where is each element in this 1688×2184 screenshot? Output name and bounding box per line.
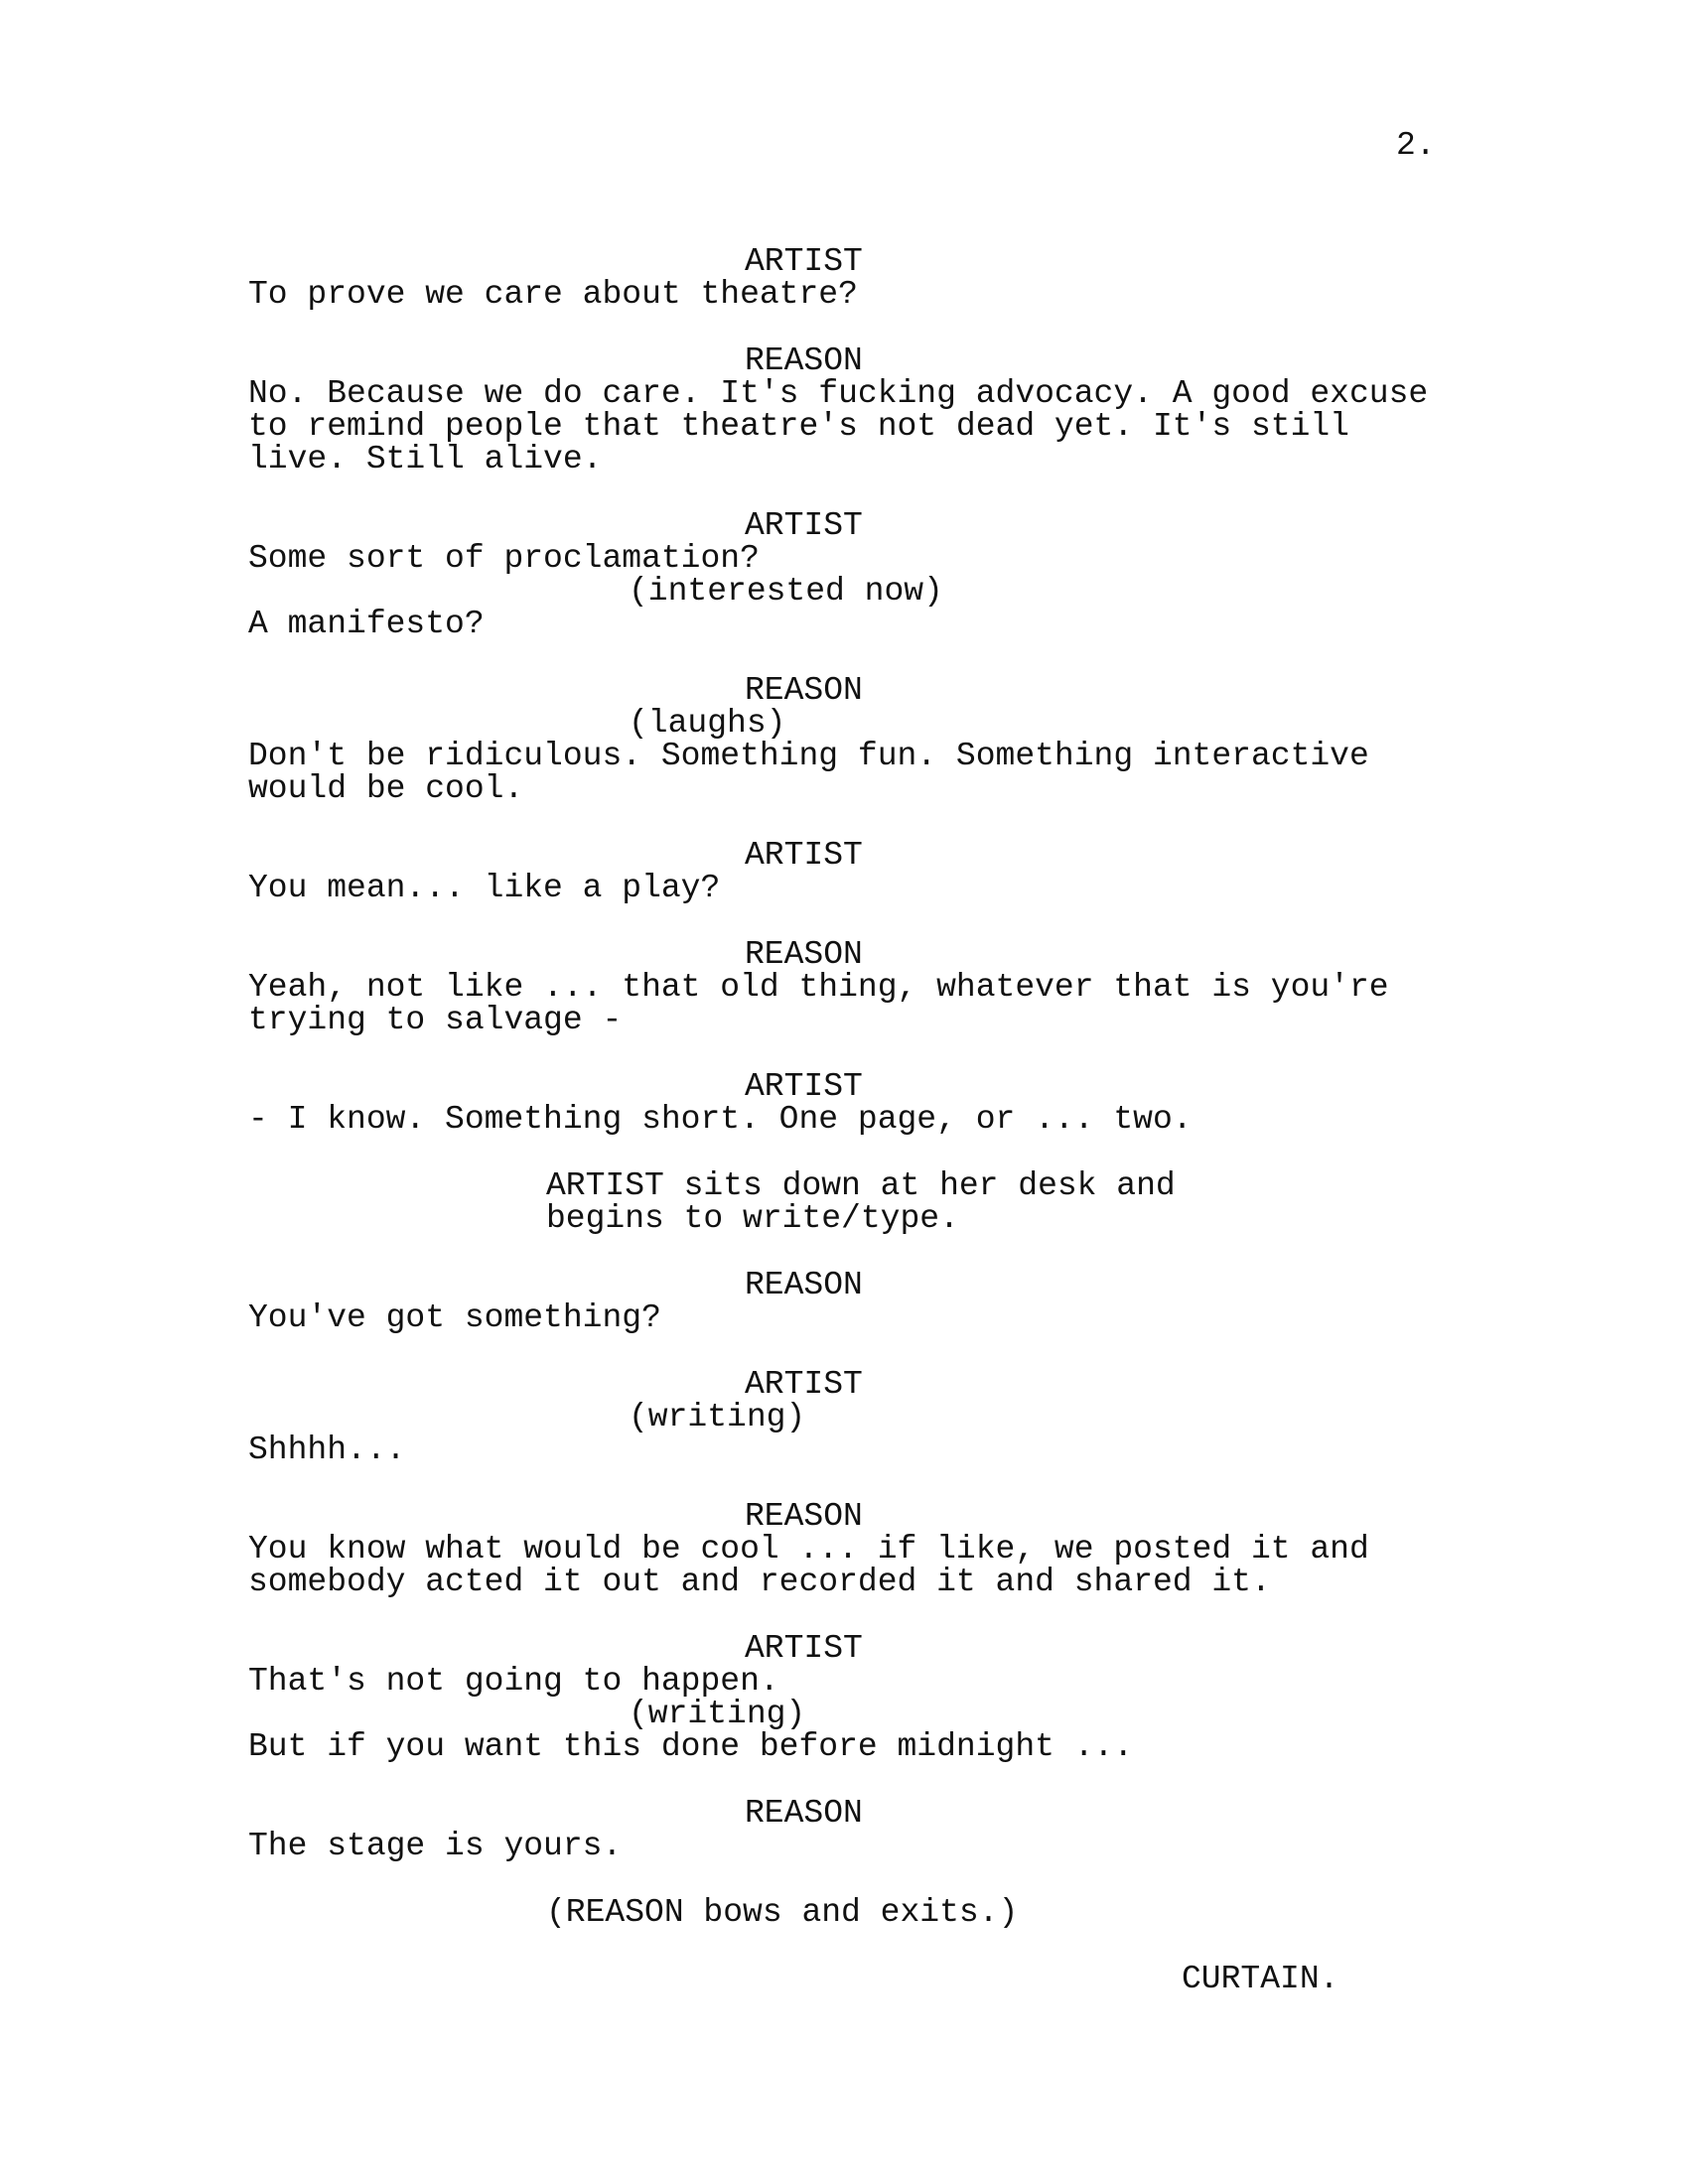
parenthetical: (laughs) — [629, 705, 786, 742]
character-cue: ARTIST — [745, 507, 863, 544]
dialogue-line: The stage is yours. — [248, 1828, 623, 1864]
dialogue-line: to remind people that theatre's not dead yet. It's still — [248, 408, 1349, 445]
character-cue: REASON — [745, 672, 863, 709]
action-line: ARTIST sits down at her desk and — [546, 1167, 1176, 1204]
dialogue-line: You mean... like a play? — [248, 870, 721, 906]
action-line: (REASON bows and exits.) — [546, 1894, 1019, 1931]
character-cue: ARTIST — [745, 1068, 863, 1105]
dialogue-line: Some sort of proclamation? — [248, 540, 760, 577]
character-cue: ARTIST — [745, 1630, 863, 1667]
parenthetical: (writing) — [629, 1399, 806, 1435]
transition: CURTAIN. — [1182, 1961, 1339, 1997]
dialogue-line: Yeah, not like ... that old thing, whatever that is you're — [248, 969, 1389, 1006]
dialogue-line: Shhhh... — [248, 1432, 406, 1468]
dialogue-line: To prove we care about theatre? — [248, 276, 858, 313]
dialogue-line: Don't be ridiculous. Something fun. Something interactive — [248, 738, 1369, 774]
dialogue-line: That's not going to happen. — [248, 1663, 779, 1700]
action-line: begins to write/type. — [546, 1200, 959, 1237]
parenthetical: (interested now) — [629, 573, 943, 610]
dialogue-line: A manifesto? — [248, 606, 485, 642]
dialogue-line: You've got something? — [248, 1299, 661, 1336]
dialogue-line: - I know. Something short. One page, or ... two. — [248, 1101, 1193, 1138]
character-cue: ARTIST — [745, 837, 863, 874]
character-cue: REASON — [745, 936, 863, 973]
dialogue-line: trying to salvage - — [248, 1002, 623, 1038]
dialogue-line: You know what would be cool ... if like, we posted it and — [248, 1531, 1369, 1568]
page-number: 2. — [1396, 127, 1436, 164]
character-cue: REASON — [745, 1795, 863, 1832]
dialogue-line: But if you want this done before midnight ... — [248, 1728, 1134, 1765]
character-cue: ARTIST — [745, 243, 863, 280]
character-cue: REASON — [745, 1267, 863, 1303]
parenthetical: (writing) — [629, 1696, 806, 1732]
character-cue: REASON — [745, 1498, 863, 1535]
character-cue: REASON — [745, 342, 863, 379]
dialogue-line: somebody acted it out and recorded it and shared it. — [248, 1564, 1271, 1600]
dialogue-line: would be cool. — [248, 770, 524, 807]
character-cue: ARTIST — [745, 1366, 863, 1403]
dialogue-line: live. Still alive. — [248, 441, 603, 478]
dialogue-line: No. Because we do care. It's fucking advocacy. A good excuse — [248, 375, 1429, 412]
